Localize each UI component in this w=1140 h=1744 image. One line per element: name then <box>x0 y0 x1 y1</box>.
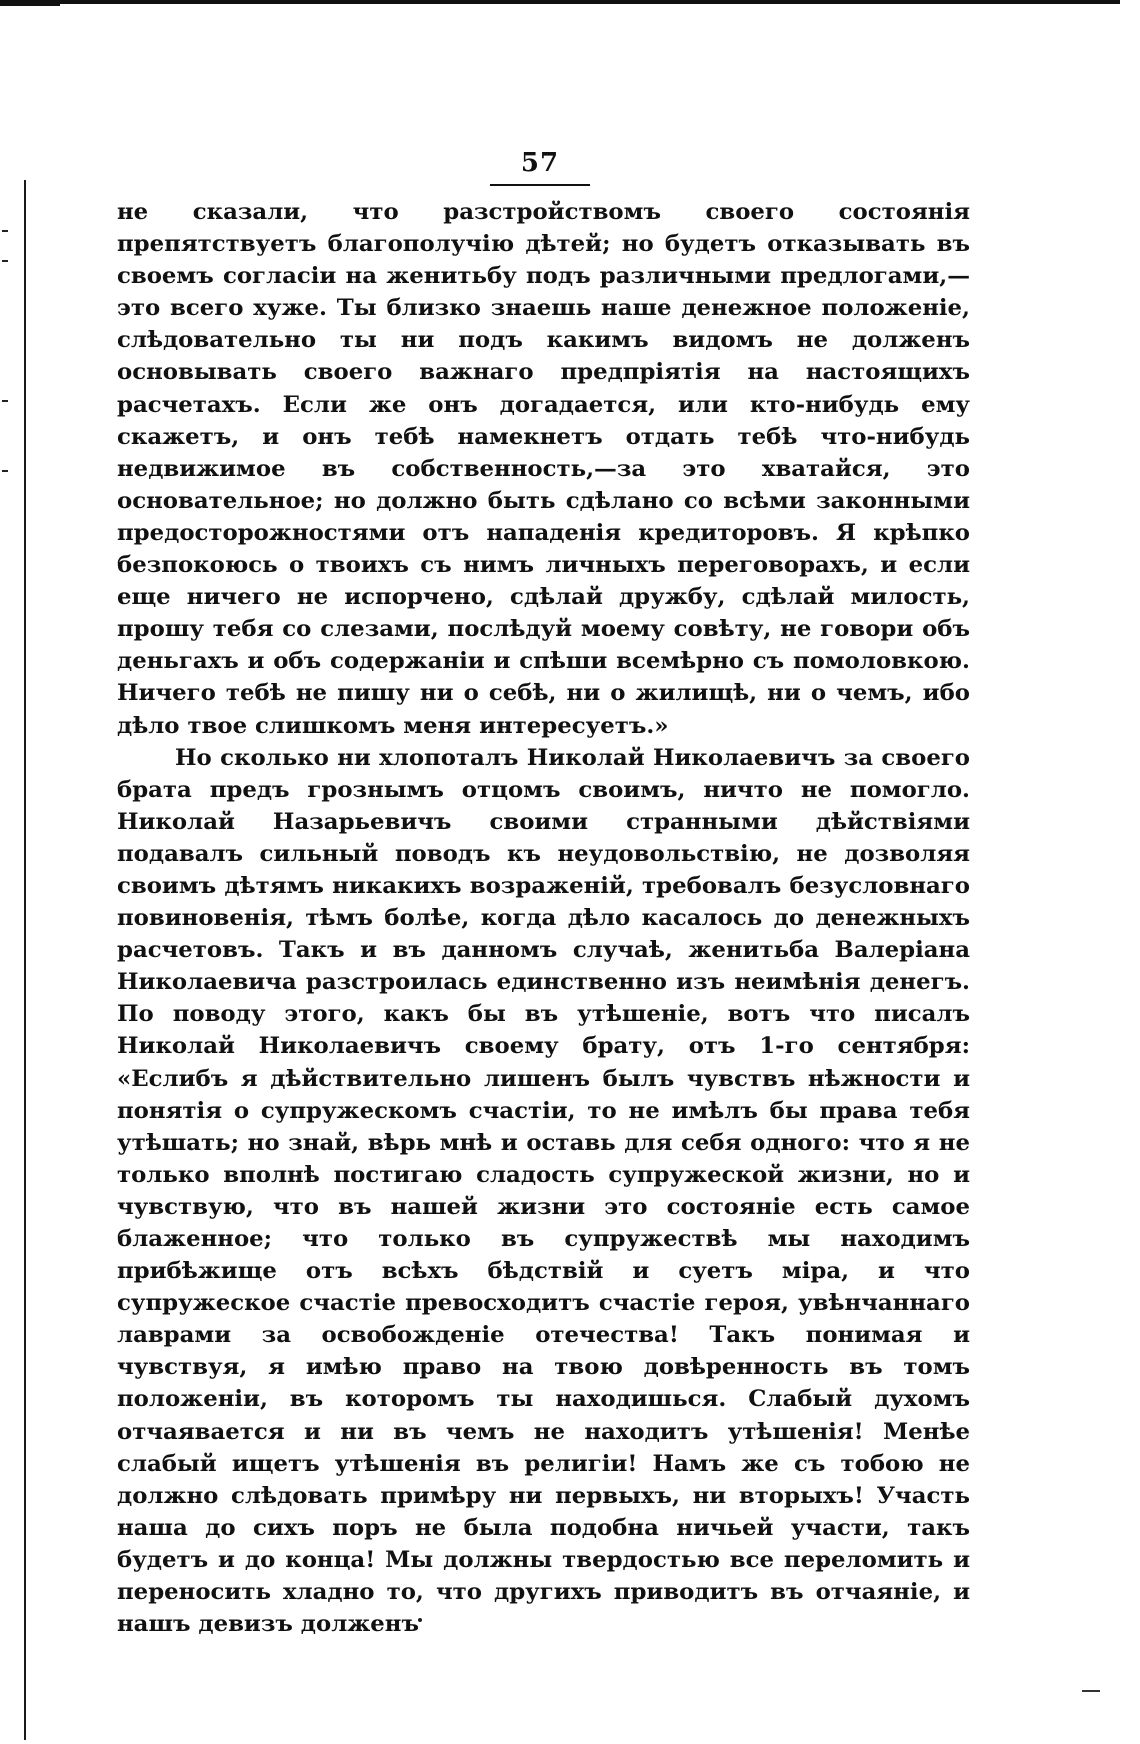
scan-margin-dash <box>1082 1690 1100 1692</box>
paragraph: Но сколько ни хлопоталъ Николай Николаевичъ за своего брата предъ грознымъ отцомъ своимъ, ничто не помогло. Николай Назарьевичъ своими странными дѣйствіями подавалъ сильный поводъ къ неудовольствію, не дозволяя своимъ дѣтямъ никакихъ возраженій, требовалъ безусловнаго повиновенія, тѣмъ болѣе, когда дѣло касалось до денежныхъ расчетовъ. Такъ и въ данномъ случаѣ, женитьба Валеріана Николаевича разстроилась единственно изъ неимѣнія денегъ. По поводу этого, какъ бы въ утѣшеніе, вотъ что писалъ Николай Николаевичъ своему брату, отъ 1-го сентября: «Еслибъ я дѣйствительно лишенъ былъ чувствъ нѣжности и понятія о супружескомъ счастіи, то не имѣлъ бы права тебя утѣшать; но знай, вѣрь мнѣ и оставь для себя одного: что я не только вполнѣ постигаю сладость супружеской жизни, но и чувствую, что въ нашей жизни это состояніе есть самое блаженное; что только въ супружествѣ мы находимъ прибѣжище отъ всѣхъ бѣдствій и суетъ міра, и что супружеское счастіе превосходитъ счастіе героя, увѣнчаннаго лаврами за освобожденіе отечества! Такъ понимая и чувствуя, я имѣю право на твою довѣренность въ томъ положеніи, въ которомъ ты находишься. Слабый духомъ отчаявается и ни въ чемъ не находитъ утѣшенія! Менѣе слабый ищетъ утѣшенія въ религіи! Намъ же съ тобою не должно слѣдовать примѣру ни первыхъ, ни вторыхъ! Участь наша до сихъ поръ не была подобна ничьей участи, такъ будетъ и до конца! Мы должны твердостью все переломить и переносить хладно то, что другихъ приводитъ въ отчаяніе, и нашъ девизъ долженъ <box>117 744 970 1638</box>
scan-left-edge <box>24 180 26 1740</box>
paragraph: не сказали, что разстройствомъ своего состоянія препятствуетъ благополучію дѣтей; но будетъ отказывать въ своемъ согласіи на женитьбу подъ различными предлогами,—это всего хуже. Ты близко знаешь наше денежное положеніе, слѣдовательно ты ни подъ какимъ видомъ не долженъ основывать своего важнаго предпріятія на настоящихъ расчетахъ. Если же онъ догадается, или кто-нибудь ему скажетъ, и онъ тебѣ намекнетъ отдать тебѣ что-нибудь недвижимое въ собственность,—за это хватайся, это основательное; но должно быть сдѣлано со всѣми законными предосторожностями отъ нападенія кредиторовъ. Я крѣпко безпокоюсь о твоихъ съ нимъ личныхъ переговорахъ, и если еще ничего не испорчено, сдѣлай дружбу, сдѣлай милость, прошу тебя со слезами, послѣдуй моему совѣту, не говори объ деньгахъ и объ содержаніи и спѣши всемѣрно съ помоловкою. Ничего тебѣ не пишу ни о себѣ, ни о жилищѣ, ни о чемъ, ибо дѣло твое слишкомъ меня интересуетъ.» <box>117 199 970 739</box>
scan-margin-mark <box>2 230 8 232</box>
body-text <box>117 196 970 1640</box>
scan-margin-mark <box>2 400 8 402</box>
scan-margin-mark <box>2 470 8 472</box>
scan-margin-mark <box>2 260 8 262</box>
scan-top-edge <box>0 0 1120 4</box>
scan-top-corner <box>0 0 60 6</box>
page-number: 57 <box>490 148 590 186</box>
